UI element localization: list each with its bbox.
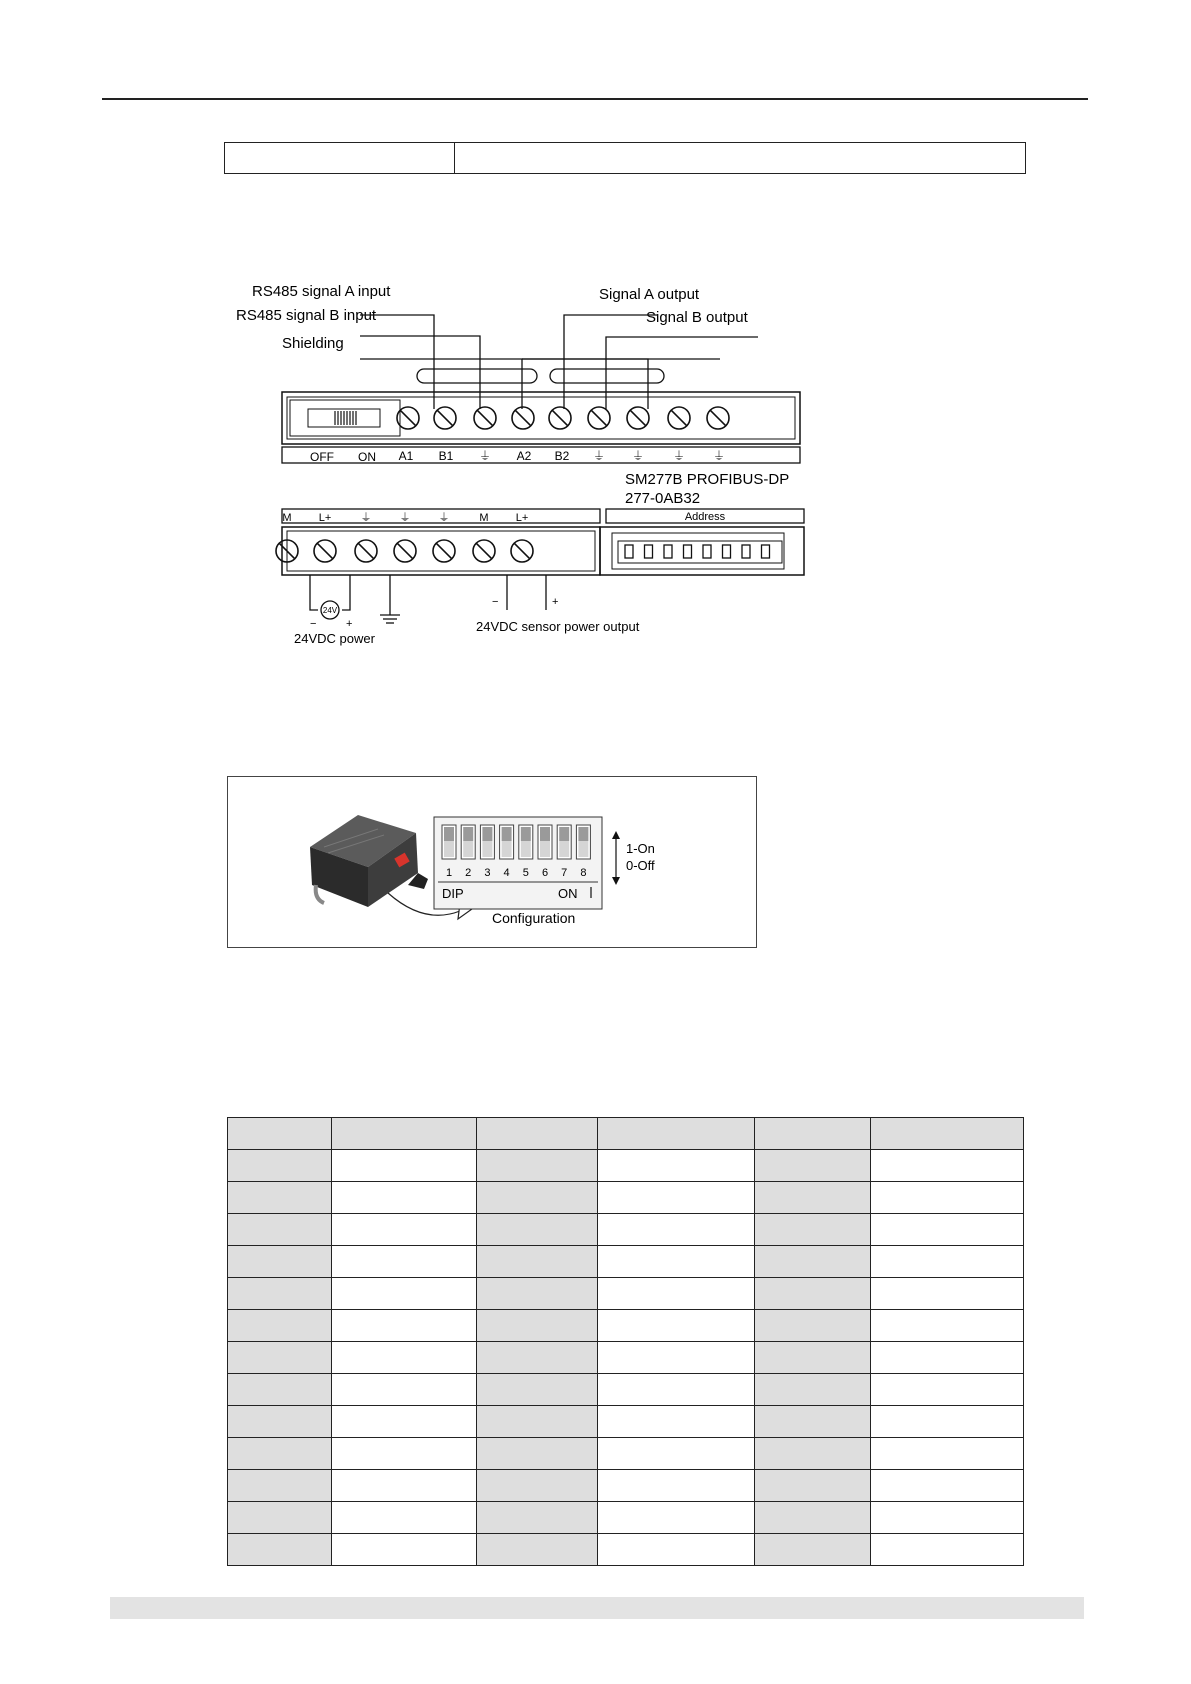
table-cell — [871, 1406, 1024, 1438]
wiring-diagram — [220, 285, 840, 655]
table-cell — [228, 1214, 332, 1246]
top-terminal-label-0: A1 — [398, 449, 414, 463]
header-rule — [102, 98, 1088, 100]
power-plus: + — [346, 618, 353, 630]
power-label: 24VDC power — [294, 631, 375, 646]
sensor-label: 24VDC sensor power output — [476, 619, 640, 634]
table-cell — [228, 1310, 332, 1342]
callout-signal-b-out: Signal B output — [646, 309, 748, 326]
table-cell — [597, 1118, 755, 1150]
table-cell — [228, 1150, 332, 1182]
table-cell — [228, 1534, 332, 1566]
table-cell — [332, 1374, 477, 1406]
table-cell — [476, 1214, 597, 1246]
module-photo — [310, 815, 428, 907]
table-cell — [871, 1534, 1024, 1566]
top-terminal-labels — [399, 449, 725, 463]
top-terminal-label-7: ⏚ — [672, 449, 686, 463]
part-number: 277-0AB32 — [625, 490, 701, 507]
table-cell — [755, 1406, 871, 1438]
dip-number-4: 4 — [503, 867, 510, 879]
table-row — [228, 1438, 1024, 1470]
table-cell — [755, 1310, 871, 1342]
table-cell — [332, 1182, 477, 1214]
cable-bundle-left — [417, 369, 537, 383]
leader-lines — [360, 315, 758, 409]
table-cell — [597, 1470, 755, 1502]
footer-band — [110, 1597, 1084, 1619]
switch-off-label: OFF — [310, 450, 334, 464]
table-cell — [597, 1438, 755, 1470]
table-cell — [755, 1150, 871, 1182]
address-dip-switches — [625, 545, 770, 558]
power-wiring — [310, 575, 546, 623]
table-cell — [228, 1342, 332, 1374]
table-cell — [228, 1406, 332, 1438]
address-switch-4 — [684, 545, 692, 558]
table-row — [228, 1502, 1024, 1534]
table-cell — [597, 1182, 755, 1214]
table-cell — [597, 1534, 755, 1566]
bottom-terminal-label-4: ⏚ — [438, 512, 450, 524]
address-switch-6 — [723, 545, 731, 558]
table-cell — [871, 1182, 1024, 1214]
top-screw-8 — [707, 407, 729, 429]
table-row — [228, 1406, 1024, 1438]
top-terminal-label-3: A2 — [516, 449, 532, 463]
table-cell — [332, 1278, 477, 1310]
table-cell — [332, 1470, 477, 1502]
table-cell — [476, 1438, 597, 1470]
bottom-screw-4 — [433, 540, 455, 562]
table-cell — [871, 1278, 1024, 1310]
table-cell — [476, 1374, 597, 1406]
dip-switch-5 — [519, 825, 533, 859]
dip-switch-4 — [500, 825, 514, 859]
bottom-terminal-label-0: M — [282, 512, 292, 524]
callout-rs485-b: RS485 signal B input — [236, 307, 377, 324]
bottom-screw-6 — [511, 540, 533, 562]
dip-switch-3 — [480, 825, 494, 859]
table-cell — [755, 1374, 871, 1406]
table-row — [228, 1470, 1024, 1502]
table-row — [228, 1342, 1024, 1374]
table-cell — [871, 1246, 1024, 1278]
table-cell — [755, 1182, 871, 1214]
dip-switch-6 — [538, 825, 552, 859]
model-name: SM277B PROFIBUS-DP — [625, 471, 790, 488]
info-table — [224, 142, 1026, 174]
table-cell — [597, 1342, 755, 1374]
top-terminal-label-8: ⏚ — [712, 449, 726, 463]
top-screw-4 — [549, 407, 571, 429]
table-cell — [332, 1534, 477, 1566]
table-cell — [597, 1246, 755, 1278]
top-screw-3 — [512, 407, 534, 429]
table-cell — [476, 1118, 597, 1150]
table-cell — [332, 1342, 477, 1374]
top-terminal-label-2: ⏚ — [478, 449, 492, 463]
address-switch-3 — [664, 545, 672, 558]
table-cell — [755, 1470, 871, 1502]
table-cell — [597, 1278, 755, 1310]
bottom-block-outer — [282, 527, 600, 575]
table-cell — [597, 1310, 755, 1342]
dip-caption: Configuration — [492, 910, 576, 926]
table-cell — [228, 1278, 332, 1310]
table-cell — [476, 1246, 597, 1278]
bottom-screw-2 — [355, 540, 377, 562]
table-cell — [871, 1438, 1024, 1470]
dip-switch-7 — [557, 825, 571, 859]
bottom-terminal-label-3: ⏚ — [399, 512, 411, 524]
table-cell — [755, 1342, 871, 1374]
table-cell — [476, 1502, 597, 1534]
power-badge: 24V — [322, 606, 338, 615]
switch-knob — [335, 411, 356, 425]
table-row — [228, 1374, 1024, 1406]
address-switch-2 — [645, 545, 653, 558]
dip-on-label: ON — [558, 886, 578, 901]
table-cell — [871, 1214, 1024, 1246]
table-cell — [755, 1502, 871, 1534]
switch-on-label: ON — [358, 450, 376, 464]
dip-switch-1 — [442, 825, 456, 859]
top-terminal-label-5: ⏚ — [592, 449, 606, 463]
bottom-terminal-label-5: M — [479, 512, 489, 524]
bottom-terminal-label-1: L+ — [318, 512, 332, 524]
table-row — [228, 1310, 1024, 1342]
address-switch-7 — [742, 545, 750, 558]
dip-number-6: 6 — [541, 867, 549, 879]
table-cell — [871, 1470, 1024, 1502]
dip-number-7: 7 — [561, 867, 568, 879]
bottom-screw-3 — [394, 540, 416, 562]
table-cell — [755, 1214, 871, 1246]
table-row — [228, 1534, 1024, 1566]
table-cell — [228, 1118, 332, 1150]
table-cell — [476, 1470, 597, 1502]
dip-number-1: 1 — [445, 867, 453, 879]
cable-bundle-right — [550, 369, 664, 383]
bottom-terminal-labels — [282, 511, 528, 524]
dip-switch-2 — [461, 825, 475, 859]
legend-on: 1-On — [626, 841, 655, 856]
top-screws — [397, 407, 729, 429]
table-cell — [755, 1246, 871, 1278]
table-row — [228, 1182, 1024, 1214]
address-label: Address — [684, 511, 726, 523]
table-cell — [332, 1118, 477, 1150]
table-cell — [476, 1310, 597, 1342]
table-cell — [476, 1534, 597, 1566]
table-cell — [755, 1278, 871, 1310]
table-cell — [228, 1246, 332, 1278]
info-cell-left — [225, 143, 455, 174]
table-cell — [597, 1406, 755, 1438]
table-cell — [228, 1438, 332, 1470]
table-cell — [755, 1118, 871, 1150]
info-cell-right — [455, 143, 1026, 174]
dip-figure — [227, 776, 757, 948]
top-terminal-label-6: ⏚ — [631, 449, 645, 463]
dip-number-5: 5 — [522, 867, 529, 879]
table-cell — [332, 1502, 477, 1534]
table-cell — [597, 1150, 755, 1182]
top-screw-7 — [668, 407, 690, 429]
dip-number-2: 2 — [465, 867, 472, 879]
dip-switch-8 — [576, 825, 590, 859]
legend-up-arrow — [612, 831, 620, 839]
table-row — [228, 1118, 1024, 1150]
legend-off: 0-Off — [626, 858, 655, 873]
top-screw-6 — [627, 407, 649, 429]
table-cell — [476, 1342, 597, 1374]
bottom-screw-5 — [473, 540, 495, 562]
table-row — [228, 1278, 1024, 1310]
bottom-screws — [276, 540, 533, 562]
table-cell — [228, 1182, 332, 1214]
bottom-terminal-label-6: L+ — [515, 512, 529, 524]
bottom-block-inner — [287, 531, 595, 571]
table-cell — [597, 1214, 755, 1246]
top-terminal-label-4: B2 — [554, 449, 570, 463]
callout-signal-a-out: Signal A output — [599, 286, 700, 303]
top-screw-5 — [588, 407, 610, 429]
table-cell — [871, 1374, 1024, 1406]
table-cell — [332, 1246, 477, 1278]
dip-figure-art — [228, 777, 756, 947]
address-table — [227, 1117, 1024, 1566]
table-cell — [597, 1502, 755, 1534]
bottom-screw-1 — [314, 540, 336, 562]
table-row — [228, 1214, 1024, 1246]
sensor-minus: − — [492, 596, 499, 608]
dip-number-3: 3 — [484, 867, 491, 879]
address-switch-1 — [625, 545, 633, 558]
top-screw-1 — [434, 407, 456, 429]
sensor-plus: + — [552, 596, 559, 608]
address-block — [600, 527, 804, 575]
table-cell — [476, 1278, 597, 1310]
address-dip-housing — [612, 533, 784, 569]
address-switch-8 — [762, 545, 770, 558]
table-cell — [755, 1438, 871, 1470]
callout-rs485-a: RS485 signal A input — [252, 285, 391, 300]
power-minus: − — [310, 618, 317, 630]
table-cell — [332, 1438, 477, 1470]
table-cell — [871, 1118, 1024, 1150]
table-cell — [871, 1502, 1024, 1534]
table-row — [228, 1246, 1024, 1278]
dip-label: DIP — [442, 886, 464, 901]
table-cell — [871, 1310, 1024, 1342]
bottom-terminal-label-2: ⏚ — [360, 512, 372, 524]
table-cell — [476, 1406, 597, 1438]
address-dip-row — [618, 541, 782, 563]
table-cell — [332, 1150, 477, 1182]
table-cell — [228, 1374, 332, 1406]
table-row — [228, 1150, 1024, 1182]
table-cell — [755, 1534, 871, 1566]
table-cell — [332, 1310, 477, 1342]
table-cell — [332, 1406, 477, 1438]
top-terminal-label-1: B1 — [438, 449, 454, 463]
table-cell — [332, 1214, 477, 1246]
table-cell — [476, 1182, 597, 1214]
table-cell — [597, 1374, 755, 1406]
table-cell — [476, 1150, 597, 1182]
table-cell — [871, 1150, 1024, 1182]
termination-switch — [290, 400, 400, 436]
table-cell — [871, 1342, 1024, 1374]
dip-number-8: 8 — [580, 867, 587, 879]
table-cell — [228, 1502, 332, 1534]
legend-down-arrow — [612, 877, 620, 885]
top-screw-2 — [474, 407, 496, 429]
address-switch-5 — [703, 545, 711, 558]
table-cell — [228, 1470, 332, 1502]
callout-shielding: Shielding — [282, 335, 344, 352]
